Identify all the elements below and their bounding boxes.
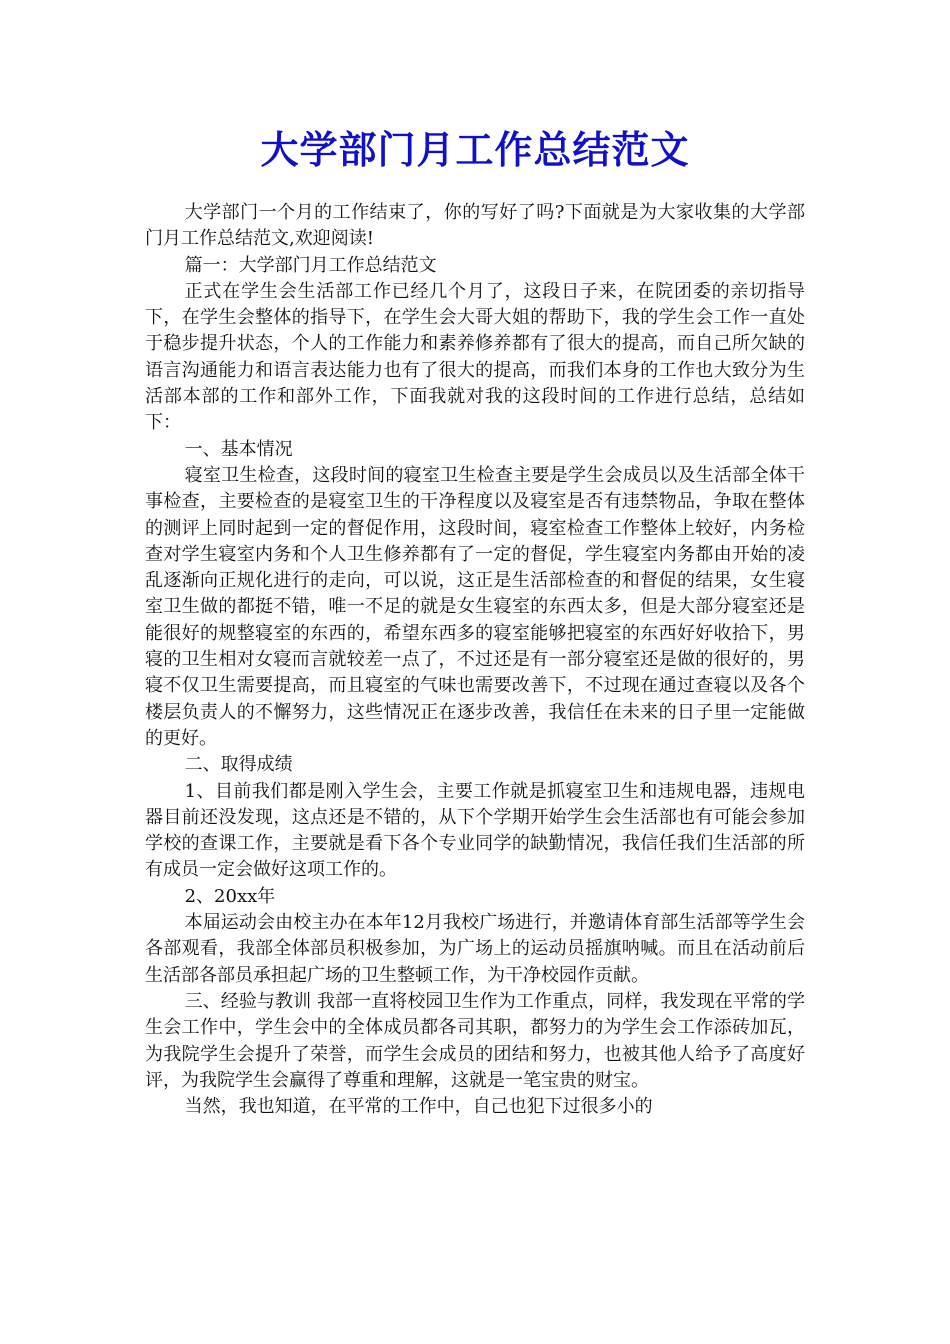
- section-heading-achievements: 二、取得成绩: [184, 754, 293, 776]
- document-page: [145, 118, 805, 1120]
- opening-paragraph: 正式在学生会生活部工作已经几个月了，这段日子来，在院团委的亲切指导下，在学生会整体的指导下，在学生会大哥大姐的帮助下，我的学生会工作一直处于稳步提升状态，个人的工作能力和素养修养都有了很大的提高，而自己所欠缺的语言沟通能力和语言表达能力也有了很大的提高，而我们本身的工作也大致分为生活部本部的工作和部外工作，下面我就对我的这段时间的工作进行总结，总结如下：: [145, 280, 805, 434]
- section-heading-basic: 一、基本情况: [184, 438, 293, 460]
- article-heading: 篇一：大学部门月工作总结范文: [184, 254, 437, 276]
- sports-meet-paragraph: 本届运动会由校主办在本年12月我校广场进行，并邀请体育部生活部等学生会各部观看，我部全体部员积极参加，为广场上的运动员摇旗呐喊。而且在活动前后生活部各部员承担起广场的卫生整顿工作，为干净校园作贡献。: [145, 912, 805, 986]
- document-body: [145, 200, 805, 1120]
- intro-paragraph: 大学部门一个月的工作结束了，你的写好了吗?下面就是为大家收集的大学部门月工作总结范文,欢迎阅读!: [145, 202, 805, 250]
- achievement-item-2-heading: 2、20xx年: [184, 885, 276, 907]
- section-heading-lessons: 三、经验与教训 我部一直将校园卫生作为工作重点，同样，我发现在平常的学生会工作中，学生会中的全体成员都各司其职，都努力的为学生会工作添砖加瓦，为我院学生会提升了荣誉，而学生会成员的团结和努力，也被其他人给予了高度好评，为我院学生会赢得了尊重和理解，这就是一笔宝贵的财宝。: [145, 990, 805, 1091]
- closing-paragraph: 当然，我也知道，在平常的工作中，自己也犯下过很多小的: [184, 1096, 653, 1118]
- achievement-item-1: 1、目前我们都是刚入学生会，主要工作就是抓寝室卫生和违规电器，违规电器目前还没发现，这点还是不错的，从下个学期开始学生会生活部也有可能会参加学校的查课工作，主要就是看下各个专业同学的缺勤情况，我信任我们生活部的所有成员一定会做好这项工作的。: [145, 780, 805, 881]
- dorm-inspection-paragraph: 寝室卫生检查，这段时间的寝室卫生检查主要是学生会成员以及生活部全体干事检查，主要检查的是寝室卫生的干净程度以及寝室是否有违禁物品，争取在整体的测评上同时起到一定的督促作用，这段时间，寝室检查工作整体上较好，内务检查对学生寝室内务和个人卫生修养都有了一定的督促，学生寝室内务都由开始的凌乱逐渐向正规化进行的走向，可以说，这正是生活部检查的和督促的结果，女生寝室卫生做的都挺不错，唯一不足的就是女生寝室的东西太多，但是大部分寝室还是能很好的规整寝室的东西的，希望东西多的寝室能够把寝室的东西好好收拾下，男寝的卫生相对女寝而言就较差一点了，不过还是有一部分寝室还是做的很好的，男寝不仅卫生需要提高，而且寝室的气味也需要改善下，不过现在通过查寝以及各个楼层负责人的不懈努力，这些情况正在逐步改善，我信任在未来的日子里一定能做的更好。: [145, 464, 805, 749]
- document-title: 大学部门月工作总结范文: [260, 127, 690, 172]
